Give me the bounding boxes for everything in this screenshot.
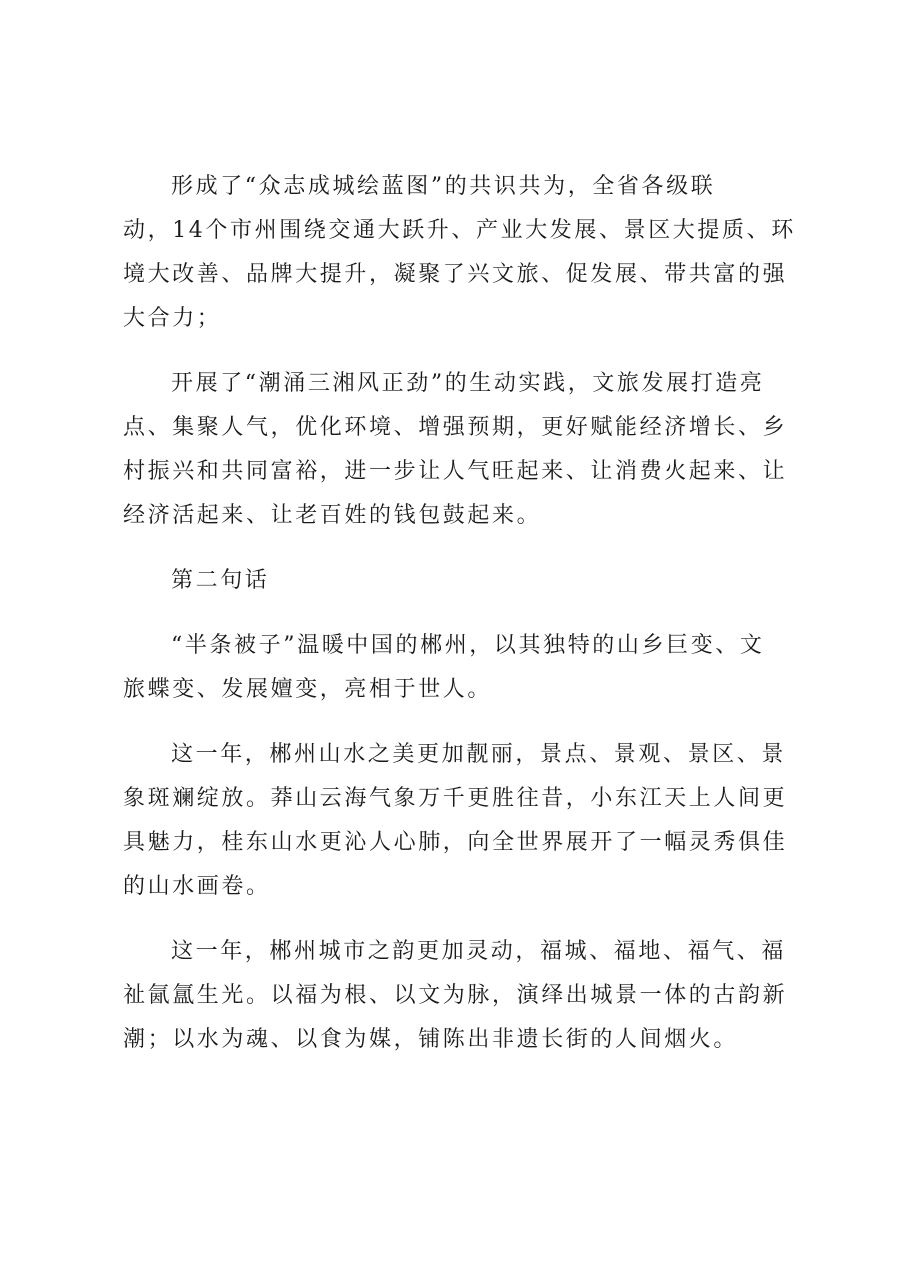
- text-line: 经济活起来、让老百姓的钱包鼓起来。: [123, 503, 542, 528]
- text-line: 形成了“众志成城绘蓝图”的共识共为，全省各级联: [171, 174, 716, 199]
- text-line: 村振兴和共同富裕，进一步让人气旺起来、让消费火起来、让: [123, 459, 788, 484]
- text-line: 这一年，郴州城市之韵更加灵动，福城、福地、福气、福: [171, 939, 787, 964]
- heading-text: 第二句话: [171, 568, 270, 593]
- paragraph-2: [123, 362, 803, 538]
- text-line: 这一年，郴州山水之美更加靓丽，景点、景观、景区、景: [171, 742, 787, 767]
- text-line: 动，14个市州围绕交通大跃升、产业大发展、景区大提质、环: [123, 218, 796, 243]
- text-line: 具魅力，桂东山水更沁人心肺，向全世界展开了一幅灵秀俱佳: [123, 830, 788, 855]
- text-line: 象斑斓绽放。莽山云海气象万千更胜往昔，小东江天上人间更: [123, 786, 788, 811]
- paragraph-1: [123, 165, 803, 341]
- text-line: 祉氤氲生光。以福为根、以文为脉，演绎出城景一体的古韵新: [123, 983, 788, 1008]
- paragraph-3: [123, 624, 803, 712]
- paragraph-5: [123, 930, 803, 1062]
- text-line: 开展了“潮涌三湘风正劲”的生动实践，文旅发展打造亮: [171, 371, 765, 396]
- document-page: [123, 165, 803, 1083]
- text-line: 境大改善、品牌大提升，凝聚了兴文旅、促发展、带共富的强: [123, 262, 788, 287]
- text-line: 旅蝶变、发展嬗变，亮相于世人。: [123, 677, 493, 702]
- paragraph-4: [123, 733, 803, 909]
- text-line: 的山水画卷。: [123, 874, 271, 899]
- text-line: 大合力；: [123, 306, 222, 331]
- text-line: “半条被子”温暖中国的郴州，以其独特的山乡巨变、文: [171, 633, 765, 658]
- section-heading: [123, 559, 803, 603]
- text-line: 潮；以水为魂、以食为媒，铺陈出非遗长街的人间烟火。: [123, 1027, 739, 1052]
- text-line: 点、集聚人气，优化环境、增强预期，更好赋能经济增长、乡: [123, 415, 788, 440]
